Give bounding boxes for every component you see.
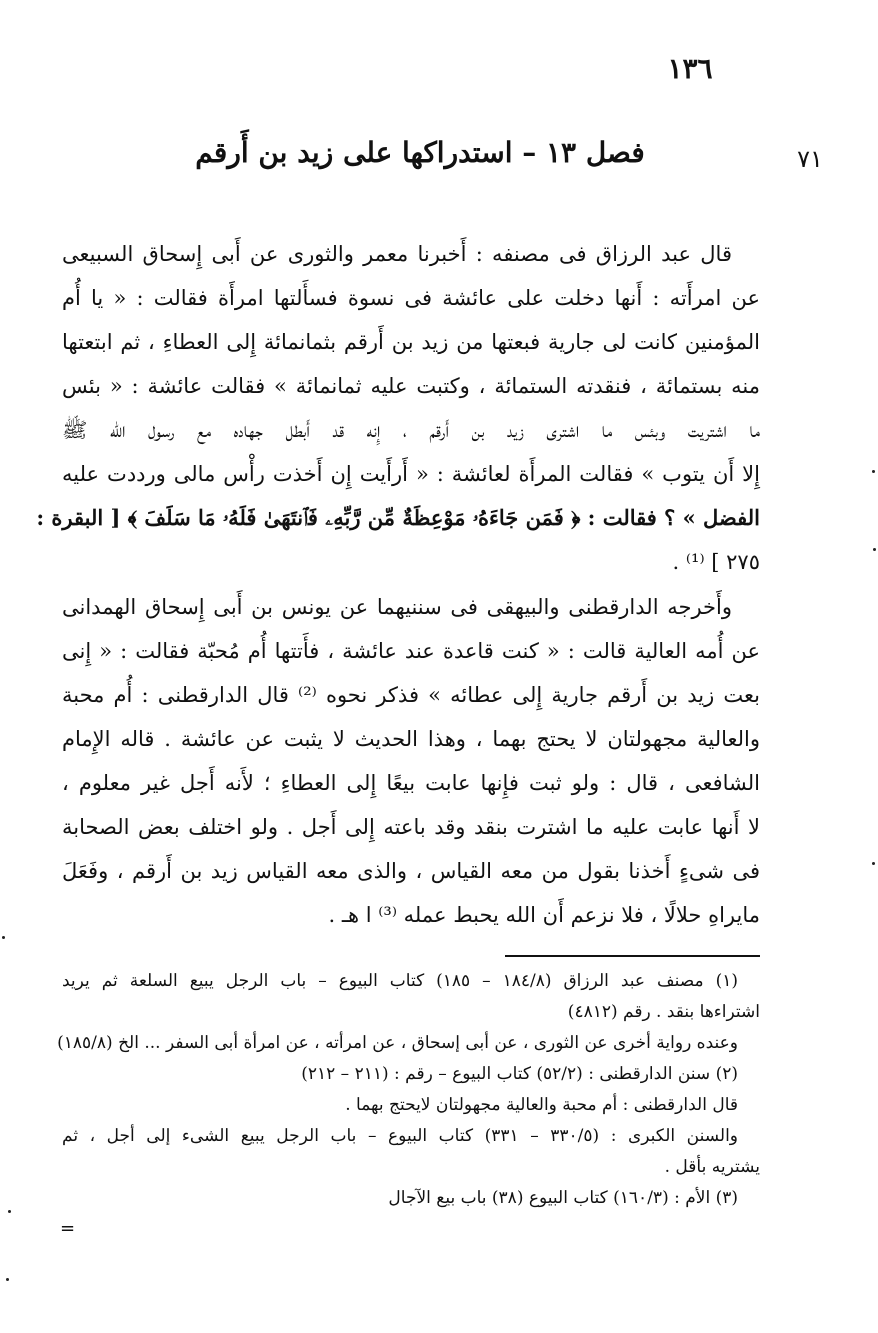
scan-speck	[8, 1210, 11, 1213]
text-line: لا أَنها عابت عليه ما اشترت بنقد وقد باعته إِلى أَجل . ولو اختلف بعض الصحابة	[62, 815, 760, 839]
scan-speck	[872, 862, 875, 865]
text-line: عن امرأَته : أَنها دخلت على عائشة فى نسوة فسأَلتها امرأَة فقالت : « يا أُم	[62, 286, 760, 310]
footnote-2-line: (٢) سنن الدارقطنى : (٥٢/٢) كتاب البيوع – رقم : (٢١١ – ٢١٢)	[301, 1064, 738, 1084]
text-line: منه بستمائة ، فنقدته الستمائة ، وكتبت عليه ثمانمائة » فقالت عائشة : « بئس	[62, 374, 760, 398]
paragraph-1	[36, 232, 760, 584]
scan-speck	[873, 548, 876, 551]
paragraph-2	[62, 585, 760, 937]
chapter-title: فصل ١٣ – استدراكها على زيد بن أَرقم	[195, 136, 645, 169]
text-line: المؤمنين كانت لى جارية فبعتها من زيد بن أَرقم بثمانمائة إِلى العطاءِ ، ثم ابتعتها	[62, 330, 760, 354]
text-line: مايراهِ حلالًا ، فلا نزعم أَن الله يحبط عمله ⁽³⁾ ا هـ .	[328, 903, 760, 927]
continuation-mark: =	[60, 1218, 76, 1239]
page-number: ١٣٦	[667, 52, 713, 85]
footnote-1-line: اشتراءها بنقد . رقم (٤٨١٢)	[567, 1002, 760, 1022]
text-line: الشافعى ، قال : ولو ثبت فإِنها عابت بيعًا إِلى العطاءِ ؛ لأَنه أَجل غير معلوم ،	[62, 771, 760, 795]
footnote-1-line: (١) مصنف عبد الرزاق (١٨٤/٨ – ١٨٥) كتاب البيوع – باب الرجل يبيع السلعة ثم يريد	[62, 971, 738, 991]
footnote-separator	[505, 955, 760, 957]
text-line: عن أُمه العالية قالت : « كنت قاعدة عند عائشة ، فأَتتها أُم مُحبّة فقالت : « إِنى	[62, 639, 760, 663]
footnote-2-line: قال الدارقطنى : أم محبة والعالية مجهولتان لايحتج بهما .	[345, 1095, 738, 1115]
scan-speck	[2, 936, 5, 939]
scan-speck	[872, 470, 875, 473]
quran-verse-line: الفضل » ؟ فقالت : ﴿ فَمَن جَاءَهُۥ مَوْعِظَةٌ مِّن رَّبِّهِۦ فَٱنتَهَىٰ فَلَهُۥ مَا سَلَفَ ﴾ [ البقرة :	[36, 505, 760, 530]
scan-speck	[6, 1278, 9, 1281]
text-line: فى شىءٍ أَخذنا بقول من معه القياس ، والذى معه القياس زيد بن أَرقم ، وفَعَلَ	[62, 859, 760, 883]
footnote-1-line: وعنده رواية أخرى عن الثورى ، عن أبى إسحاق ، عن امرأته ، عن امرأة أبى السفر ... الخ (١٨٥/٨)	[57, 1033, 738, 1053]
footnotes	[57, 966, 760, 1214]
footnote-2-line: يشتريه بأقل .	[664, 1157, 760, 1177]
text-line: بعت زيد بن أَرقم جارية إِلى عطائه » فذكر نحوه ⁽²⁾ قال الدارقطنى : أُم محبة	[62, 683, 760, 707]
text-line: وأَخرجه الدارقطنى والبيهقى فى سننيهما عن يونس بن أَبى إِسحاق الهمدانى	[62, 595, 732, 619]
footnote-2-line: والسنن الكبرى : (٣٣٠/٥ – ٣٣١) كتاب البيوع – باب الرجل يبيع الشىء إلى أجل ، ثم	[62, 1126, 738, 1146]
text-line: إِلا أَن يتوب » فقالت المرأَة لعائشة : « أَرأَيت إِن أَخذت رأْس مالى ورددت عليه	[62, 462, 760, 486]
footnote-3-line: (٣) الأم : (١٦٠/٣) كتاب البيوع (٣٨) باب بيع الآجال	[388, 1188, 738, 1208]
text-line: ما اشتريت وبئس ما اشترى زيد بن أَرقم ، إِنه قد أَبطل جهاده مع رسول الله ﷺ	[62, 418, 760, 442]
text-line: والعالية مجهولتان لا يحتج بهما ، وهذا الحديث لا يثبت عن عائشة . قاله الإِمام	[62, 727, 760, 751]
text-line: ٢٧٥ ] ⁽¹⁾ .	[672, 550, 760, 574]
section-number: ٧١	[797, 145, 823, 173]
text-line: قال عبد الرزاق فى مصنفه : أَخبرنا معمر والثورى عن أَبى إِسحاق السبيعى	[62, 242, 732, 266]
